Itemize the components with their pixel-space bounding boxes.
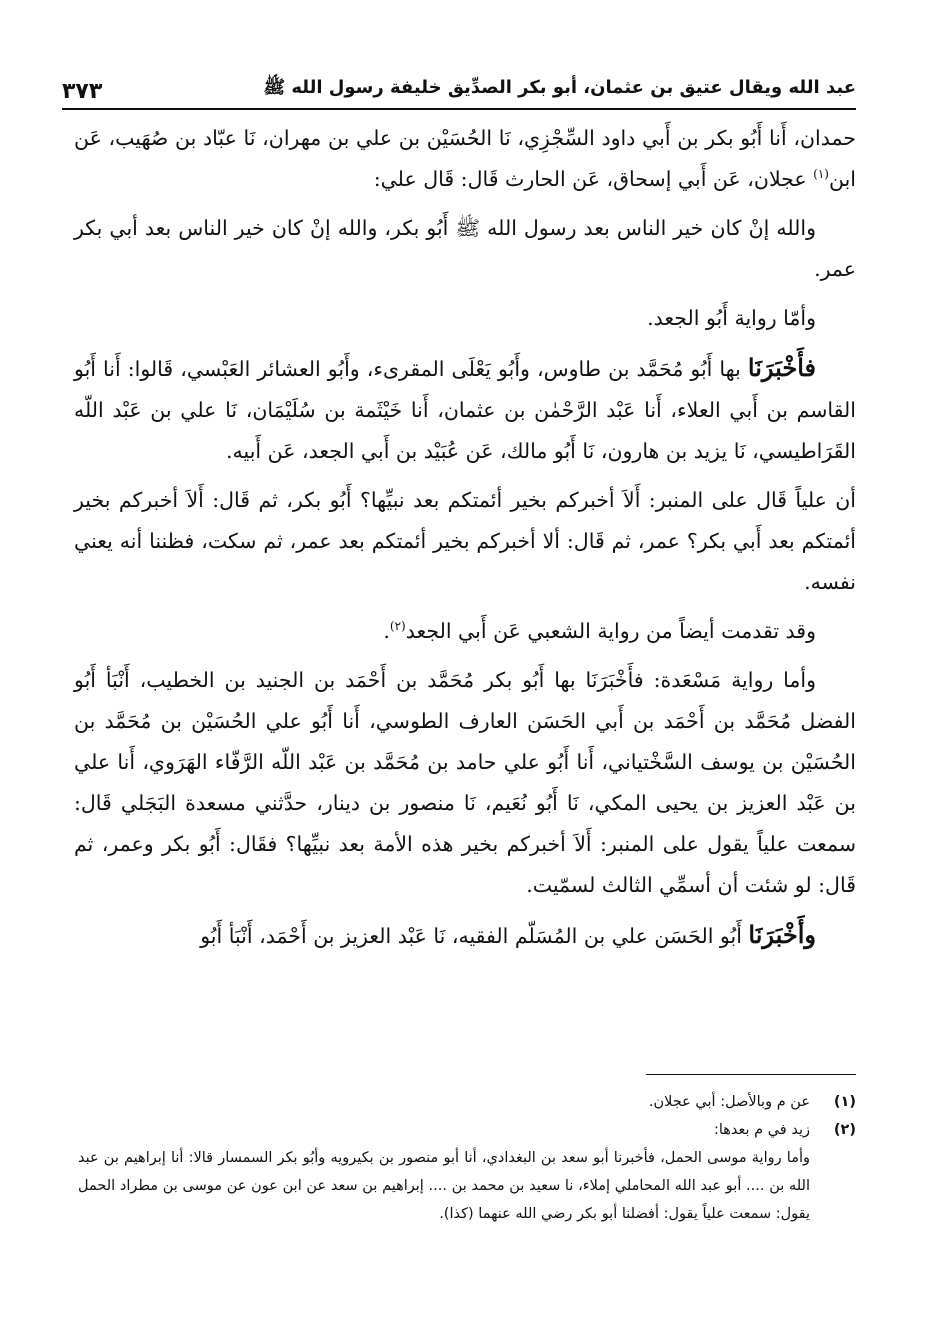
page-number: ٣٧٣ bbox=[62, 79, 103, 104]
footnote-line: عن م وبالأصل: أبي عجلان. bbox=[648, 1094, 810, 1110]
footnote bbox=[78, 1088, 856, 1116]
paragraph bbox=[74, 298, 856, 339]
paragraph bbox=[74, 347, 856, 472]
paragraph-text-continued: عجلان، عَن أَبي إسحاق، عَن الحارث قَال: قَال علي: bbox=[373, 167, 814, 191]
running-title: عبد الله ويقال عتيق بن عثمان، أبو بكر الصدِّيق خليفة رسول الله ﷺ bbox=[263, 77, 856, 98]
paragraph bbox=[74, 480, 856, 603]
paragraph-text: وأما رواية مَسْعَدة: فأَخْبَرَنَا بها أَبُو بكر مُحَمَّد بن أَحْمَد بن الجنيد بن الخطيب، أَنْبَأ أَبُو الفضل مُحَمَّد بن أَحْمَد بن أَبي الحَسَن العارف الطوسي، أَنا أَبُو علي الحُسَيْن بن مُحَمَّد بن الحُسَيْن بن يوسف السَّخْتياني، أَنا أَبُو علي حامد بن مُحَمَّد بن عَبْد اللّه الرَّفّاء الهَرَوي، أَنا علي بن عَبْد العزيز بن يحيى المكي، نَا أَبُو نُعَيم، نَا منصور بن دينار، حدَّثني مسعدة البَجَلي قَال: سمعت علياً يقول على المنبر: أَلاَ أخبركم بخير هذه الأمة بعد نبيِّها؟ فقَال: أَبُو بكر وعمر، ثم قَال: لو شئت أن أسمِّي الثالث لسمّيت. bbox=[74, 668, 856, 897]
paragraph bbox=[74, 118, 856, 200]
footnote-divider bbox=[646, 1074, 856, 1075]
footnote-ref: (١) bbox=[813, 167, 829, 182]
footnote-line: وأما رواية موسى الحمل، فأخبرنا أبو سعد بن البغدادي، أنا أبو منصور بن بكيرويه وأبُو بكر السمسار قالا: أنا إبراهيم بن عبد الله بن .... أبو عبد الله المحاملي إملاء، نا سعيد بن محمد بن .... إبراهيم بن سعد عن ابن عون عن موسى بن مطراد الحمل يقول: سمعت علياً يقول: أفضلنا أبو بكر رضي الله عنهما (كذا). bbox=[78, 1150, 810, 1222]
paragraph bbox=[74, 611, 856, 652]
paragraph-text: وقد تقدمت أيضاً من رواية الشعبي عَن أَبي الجعد bbox=[405, 619, 816, 643]
footnote bbox=[78, 1116, 856, 1228]
footnote-ref: (٢) bbox=[389, 619, 406, 634]
paragraph-text-continued: . bbox=[383, 619, 390, 643]
main-text bbox=[74, 118, 856, 965]
footnote-text bbox=[78, 1116, 810, 1228]
paragraph-lead-word: وأَخْبَرَنَا bbox=[748, 920, 816, 949]
paragraph-text: بها أَبُو مُحَمَّد بن طاوس، وأَبُو يَعْلَى المقرىء، وأَبُو العشائر العَبْسي، قَالوا: أَنا أَبُو القاسم بن أَبي العلاء، أَنا عَبْد الرَّحْمٰن بن عثمان، أَنا خَيْثَمة بن سُلَيْمَان، نَا علي بن عَبْد اللّه القَرَاطيسي، نَا يزيد بن هارون، نَا أَبُو مالك، عَن عُبَيْد بن أَبي الجعد، عَن أَبيه. bbox=[74, 357, 856, 463]
footnotes bbox=[78, 1088, 856, 1228]
paragraph-text: حمدان، أَنا أَبُو بكر بن أَبي داود السِّجْزِي، نَا الحُسَيْن بن علي بن مهران، نَا عبّاد بن صُهَيب، عَن ابن bbox=[74, 126, 856, 191]
footnote-number: (١) bbox=[833, 1094, 856, 1110]
paragraph bbox=[74, 208, 856, 290]
page-header bbox=[62, 62, 856, 110]
paragraph-text: أَبُو الحَسَن علي بن المُسَلّم الفقيه، نَا عَبْد العزيز بن أَحْمَد، أَنْبَأ أَبُو bbox=[200, 924, 749, 948]
paragraph-lead-word: فأَخْبَرَنَا bbox=[747, 353, 816, 382]
paragraph bbox=[74, 660, 856, 906]
footnote-line: زيد في م بعدها: bbox=[713, 1122, 810, 1138]
paragraph-text: والله إنْ كان خير الناس بعد رسول الله ﷺ أَبُو بكر، والله إنْ كان خير الناس بعد أبي بكر عمر. bbox=[74, 216, 856, 281]
footnote-text bbox=[649, 1088, 810, 1116]
paragraph bbox=[74, 914, 856, 957]
paragraph-text: أن علياً قَال على المنبر: أَلاَ أخبركم بخير أئمتكم بعد نبيِّها؟ أَبُو بكر، ثم قَال: أَلاَ أخبركم بخير أئمتكم بعد أَبي بكر؟ عمر، ثم قَال: ألا أخبركم بخير أئمتكم بعد عمر، ثم سكت، فظننا أنه يعني نفسه. bbox=[74, 488, 856, 594]
paragraph-text: وأمّا رواية أَبُو الجعد. bbox=[647, 306, 816, 330]
footnote-number: (٢) bbox=[833, 1122, 856, 1138]
